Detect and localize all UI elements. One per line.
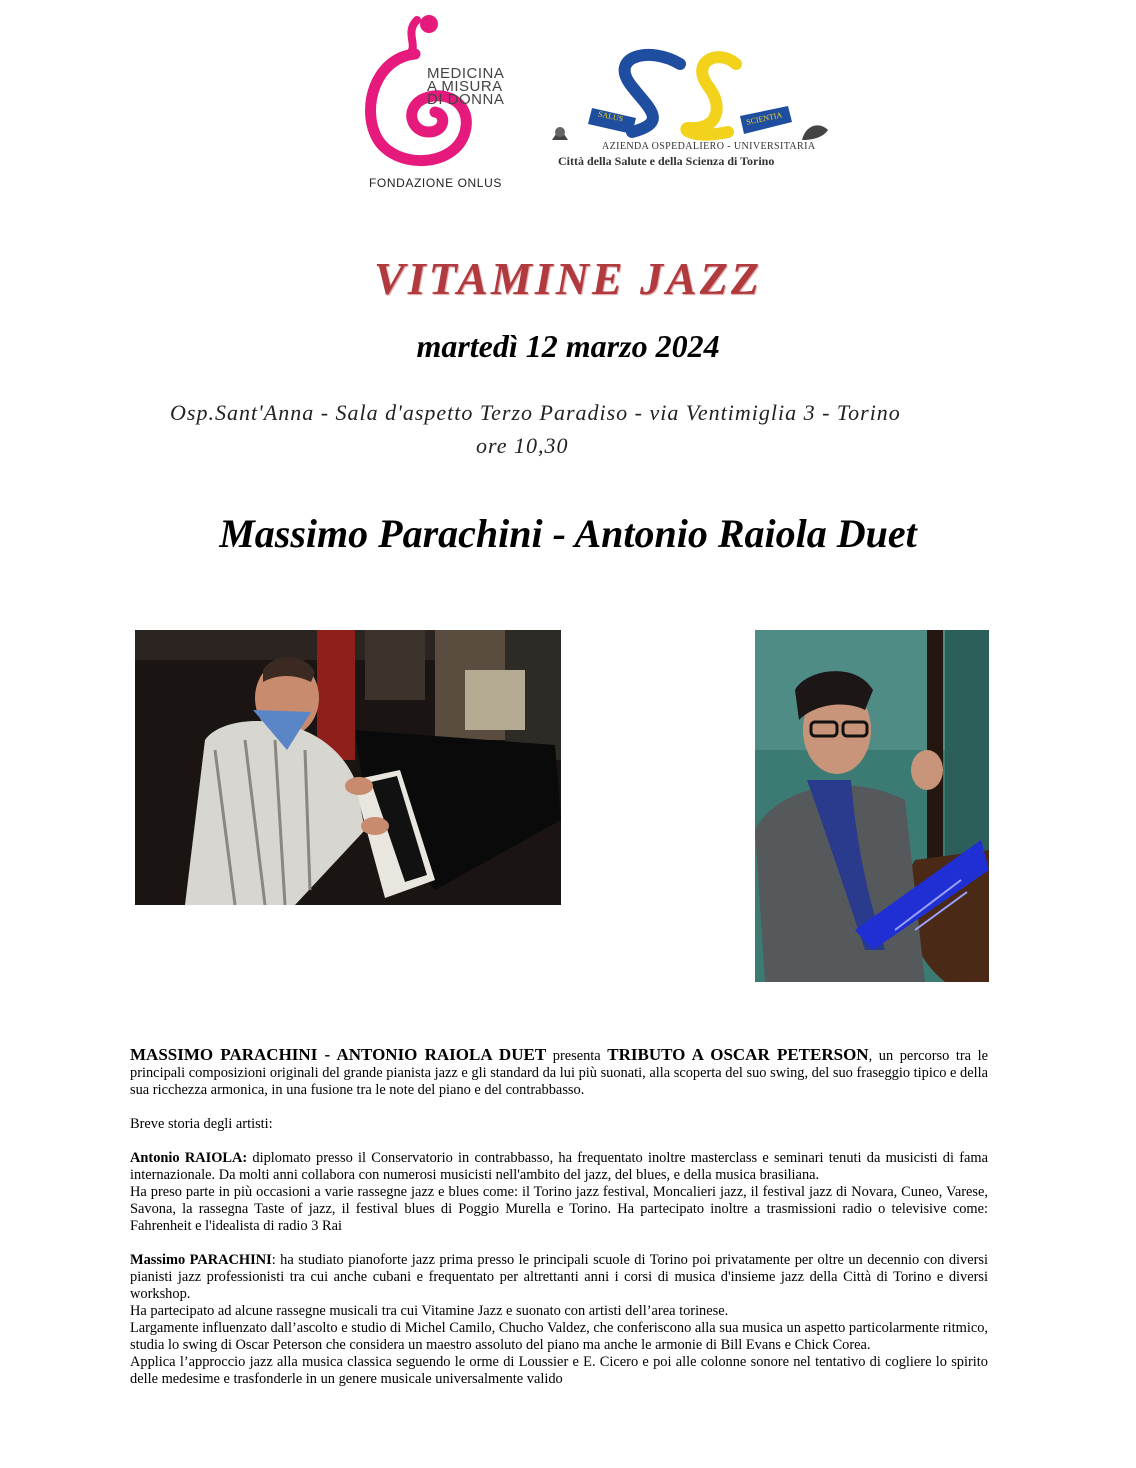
raiola-paragraph-1 <box>130 1150 988 1184</box>
raiola-name: Antonio RAIOLA: <box>130 1150 248 1166</box>
azienda-logo <box>540 44 835 174</box>
intro-presenta: presenta <box>546 1048 608 1064</box>
intro-tribute: TRIBUTO A OSCAR PETERSON <box>607 1045 869 1064</box>
intro-paragraph <box>130 1046 988 1099</box>
parachini-paragraph-3: Largamente influenzato dall’ascolto e studio di Michel Camilo, Chucho Valdez, che conferiscono alla sua musica un aspetto particolarmente ritmico, studia lo swing di Oscar Peterson che considera un maestro assoluto del piano ma anche le armonie di Bill Evans e Chick Corea. <box>130 1320 988 1353</box>
event-title: VITAMINE JAZZ <box>374 253 762 304</box>
fondazione-name-line-3: DI DONNA <box>427 91 505 108</box>
duo-name: Massimo Parachini - Antonio Raiola Duet <box>219 511 917 556</box>
azienda-line-1: AZIENDA OSPEDALIERO - UNIVERSITARIA <box>602 141 816 152</box>
azienda-emblem-icon <box>540 44 835 144</box>
body-text <box>130 1046 988 1388</box>
breve-heading: Breve storia degli artisti: <box>130 1116 273 1132</box>
intro-duo-name: MASSIMO PARACHINI - ANTONIO RAIOLA DUET <box>130 1045 547 1064</box>
event-time: ore 10,30 <box>476 433 569 458</box>
ribbon-left-text: SALUS <box>597 109 625 124</box>
fondazione-logo <box>355 8 515 194</box>
bassist-photo <box>755 630 989 982</box>
parachini-paragraph-4: Applica l’approccio jazz alla musica classica seguendo le orme di Loussier e E. Cicero e poi alle colonne sonore nel tentativo di cogliere lo spirito delle medesime e trasfonderle in un genere musicale universalmente valido <box>130 1354 988 1387</box>
raiola-text-1: diplomato presso il Conservatorio in contrabbasso, ha frequentato inoltre masterclass e seminari tenuti da musicisti di fama internazionale. Da molti anni collabora con numerosi musicisti nell'ambito del jazz, del blues, e della musica brasiliana. <box>130 1150 988 1183</box>
fondazione-name-line-1: MEDICINA <box>427 65 505 82</box>
pianist-photo <box>135 630 561 905</box>
fondazione-name-line-2: A MISURA <box>427 78 503 95</box>
intro-rest: , un percorso tra le principali composizioni originali del grande pianista jazz e gli standard da lui più suonati, alla scoperta del suo swing, del suo fraseggio tipico e della sua ricchezza armonica, in una fusione tra le note del piano e del contrabbasso. <box>130 1048 988 1098</box>
event-date: martedì 12 marzo 2024 <box>416 328 720 364</box>
parachini-text-1: : ha studiato pianoforte jazz prima presso le principali scuole di Torino poi privatamente per oltre un decennio con diversi pianisti jazz professionisti tra cui anche cubani e frequentato per altrettanti anni i corsi di musica d'insieme jazz della Città di Torino e diversi workshop. <box>130 1252 988 1302</box>
ribbon-right-text: SCIENTIA <box>745 110 783 127</box>
fondazione-label: FONDAZIONE ONLUS <box>369 176 502 190</box>
parachini-name: Massimo PARACHINI <box>130 1252 272 1268</box>
parachini-paragraph-2: Ha partecipato ad alcune rassegne musicali tra cui Vitamine Jazz e suonato con artisti dell’area torinese. <box>130 1303 729 1319</box>
event-venue: Osp.Sant'Anna - Sala d'aspetto Terzo Paradiso - via Ventimiglia 3 - Torino <box>170 400 901 425</box>
azienda-line-2: Città della Salute e della Scienza di Torino <box>558 154 775 168</box>
raiola-paragraph-2: Ha preso parte in più occasioni a varie rassegne jazz e blues come: il Torino jazz festival, Moncalieri jazz, il festival jazz di Novara, Cuneo, Varese, Savona, la rassegna Taste of jazz, il festival blues di Poggio Murella e Torino. Ha partecipato inoltre a trasmissioni radio o televisive come: Fahrenheit e l'idealista di radio 3 Rai <box>130 1184 988 1234</box>
parachini-paragraph-1 <box>130 1252 988 1303</box>
